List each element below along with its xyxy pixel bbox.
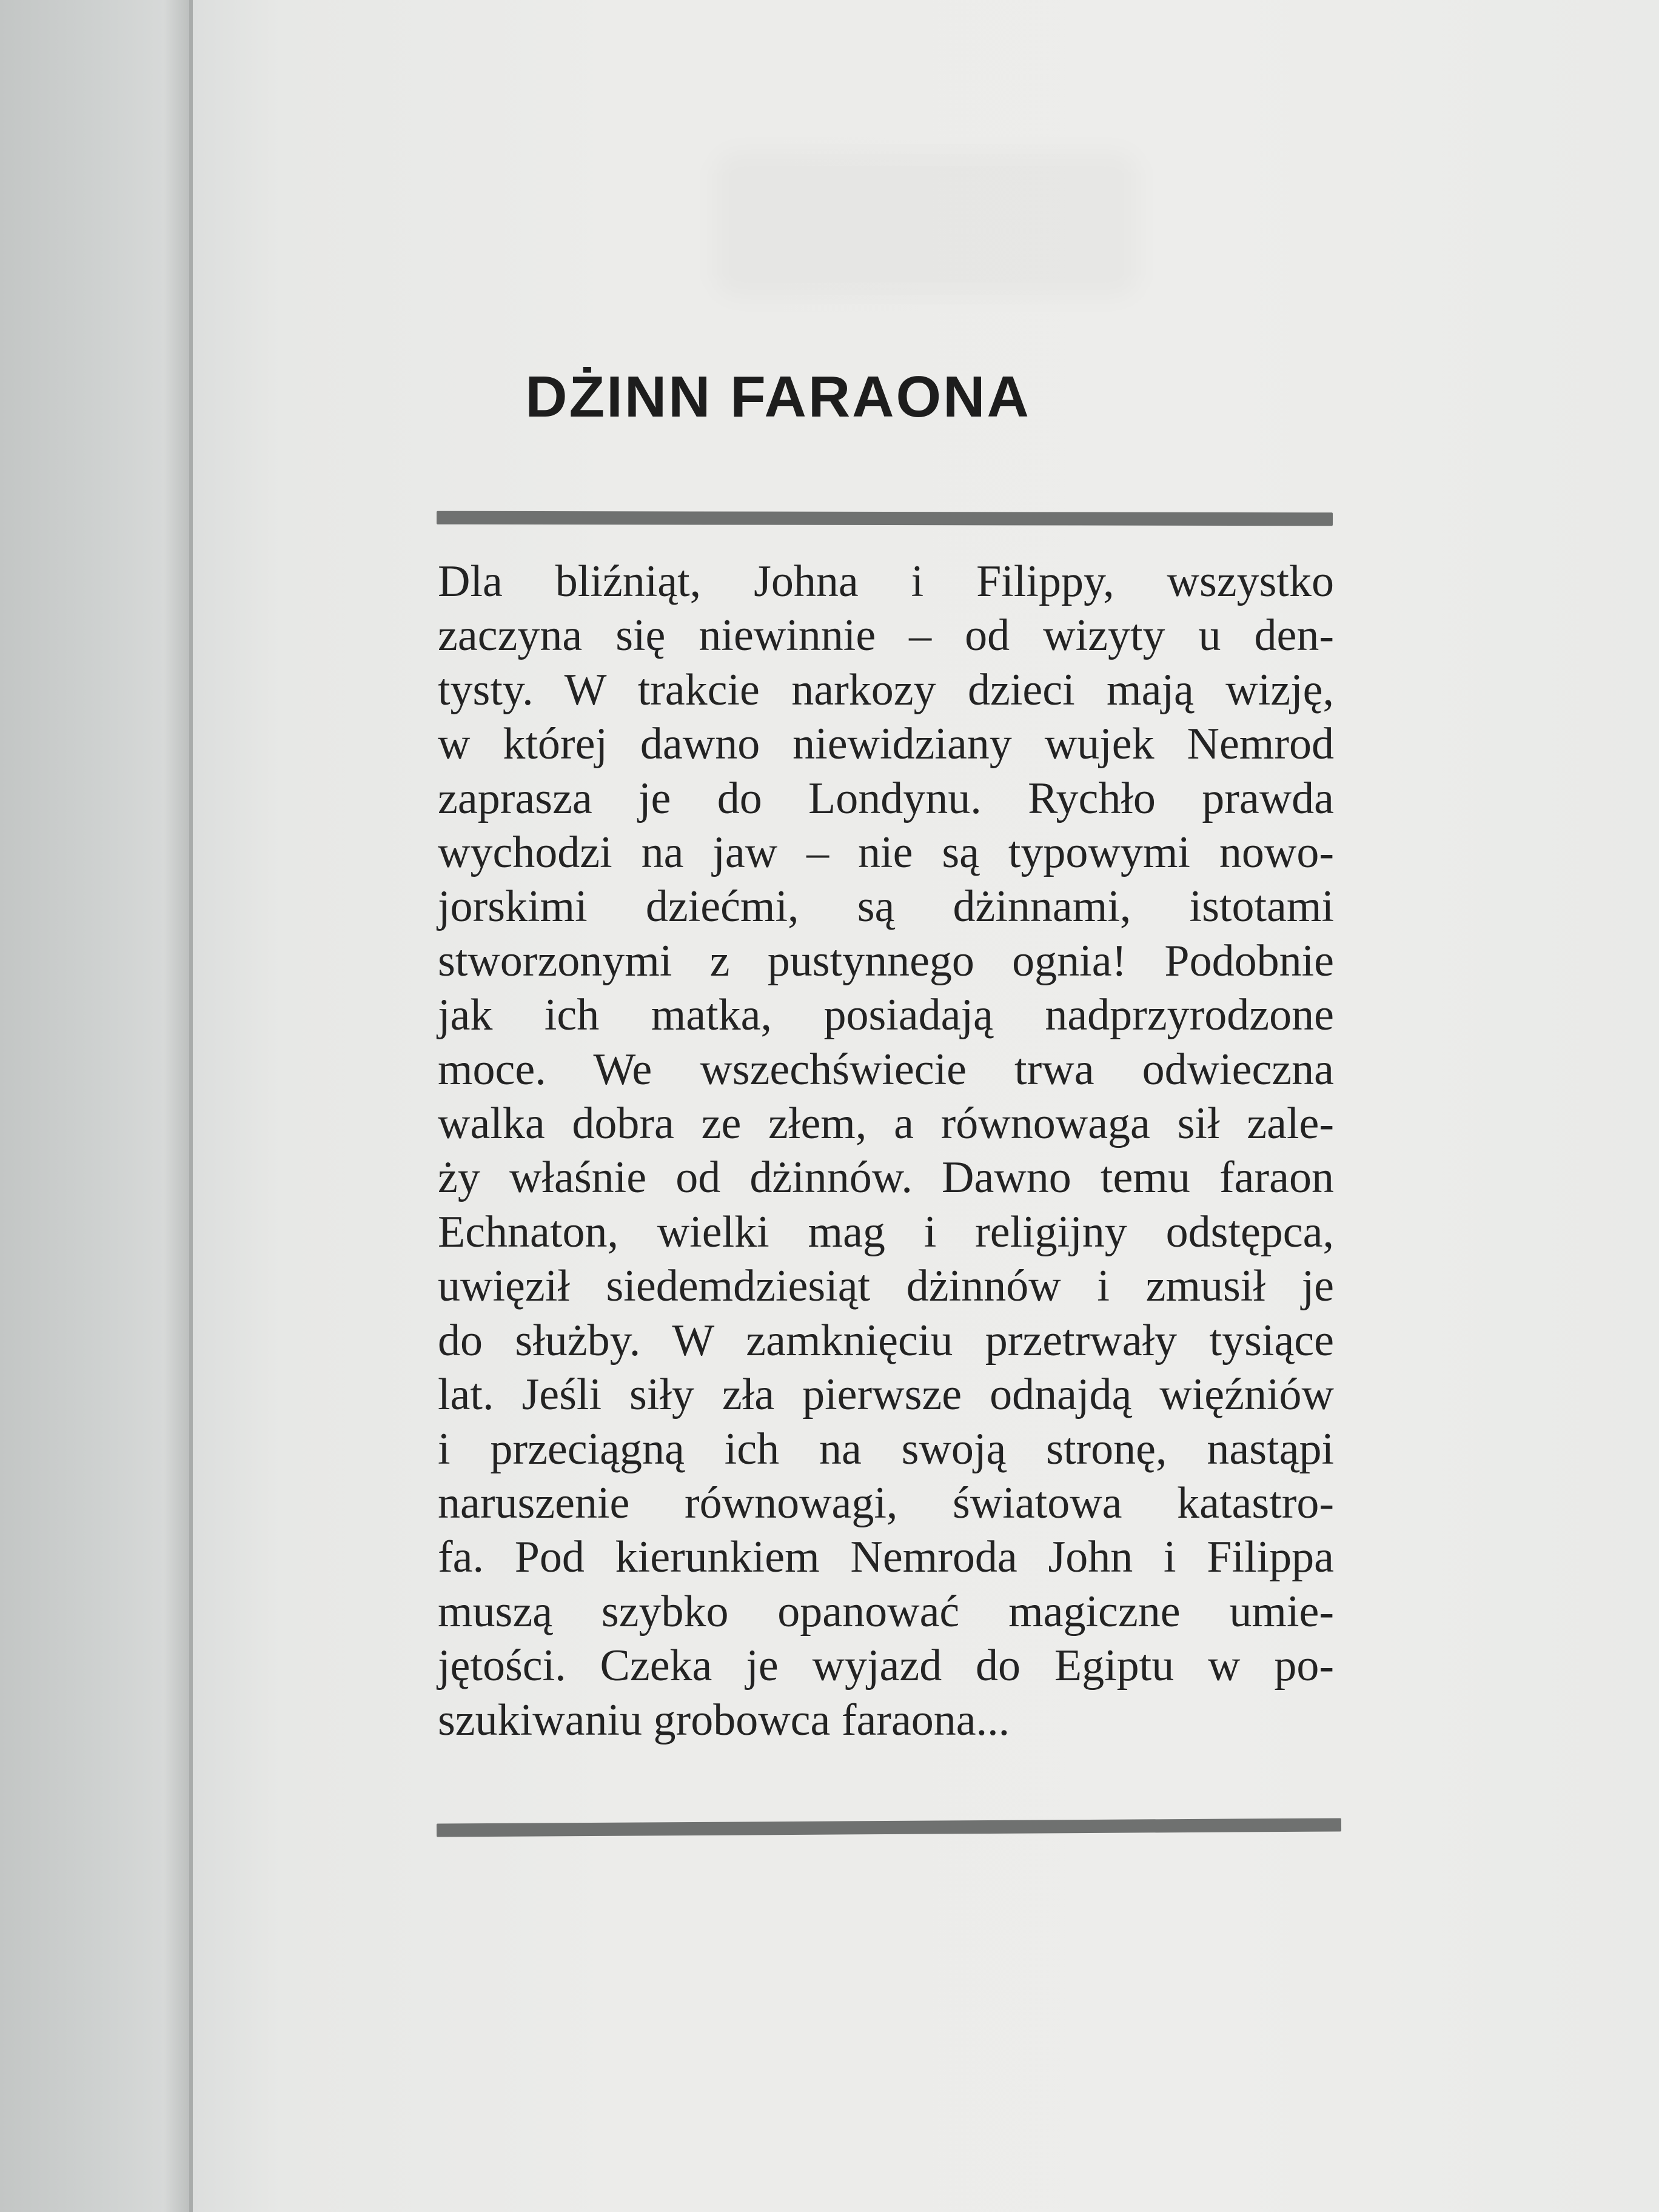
blurb-line: walka dobra ze złem, a równowaga sił zale-: [438, 1099, 1334, 1149]
blurb-line: moce. We wszechświecie trwa odwieczna: [438, 1044, 1334, 1094]
blurb-line: i przeciągną ich na swoją stronę, nastąpi: [438, 1424, 1334, 1474]
blurb-line: jak ich matka, posiadają nadprzyrodzone: [438, 990, 1334, 1041]
blurb-line: jętości. Czeka je wyjazd do Egiptu w po-: [438, 1641, 1334, 1691]
blurb-line: lat. Jeśli siły zła pierwsze odnajdą więźniów: [438, 1370, 1334, 1420]
book-title: DŻINN FARAONA: [525, 364, 1031, 429]
blurb-line: jorskimi dziećmi, są dżinnami, istotami: [438, 882, 1334, 932]
blurb-line: do służby. W zamknięciu przetrwały tysiące: [438, 1315, 1334, 1366]
blurb-line: zaczyna się niewinnie – od wizyty u den-: [438, 611, 1334, 661]
blurb-line: ży właśnie od dżinnów. Dawno temu faraon: [438, 1153, 1334, 1203]
blurb-line: zaprasza je do Londynu. Rychło prawda: [438, 773, 1334, 823]
blurb-line: Dla bliźniąt, Johna i Filippy, wszystko: [438, 557, 1334, 606]
blurb-line: muszą szybko opanować magiczne umie-: [438, 1586, 1334, 1637]
blurb-line: wychodzi na jaw – nie są typowymi nowo-: [438, 828, 1334, 878]
blurb-line: naruszenie równowagi, światowa katastro-: [438, 1478, 1334, 1528]
blurb-line: w której dawno niewidziany wujek Nemrod: [438, 719, 1334, 769]
blurb-line: tysty. W trakcie narkozy dzieci mają wizję,: [438, 665, 1334, 715]
top-divider-rule: [437, 511, 1333, 526]
blurb-text: [438, 555, 1334, 1748]
blurb-line: Echnaton, wielki mag i religijny odstępca,: [438, 1207, 1334, 1257]
bleed-through-shadow: [714, 152, 1139, 297]
blurb-line: szukiwaniu grobowca faraona...: [438, 1695, 1010, 1745]
blurb-line: stworzonymi z pustynnego ognia! Podobnie: [438, 936, 1334, 986]
adjacent-page-binding: [0, 0, 193, 2212]
blurb-line: fa. Pod kierunkiem Nemroda John i Filippa: [438, 1532, 1334, 1583]
blurb-line: uwięził siedemdziesiąt dżinnów i zmusił je: [438, 1261, 1334, 1312]
